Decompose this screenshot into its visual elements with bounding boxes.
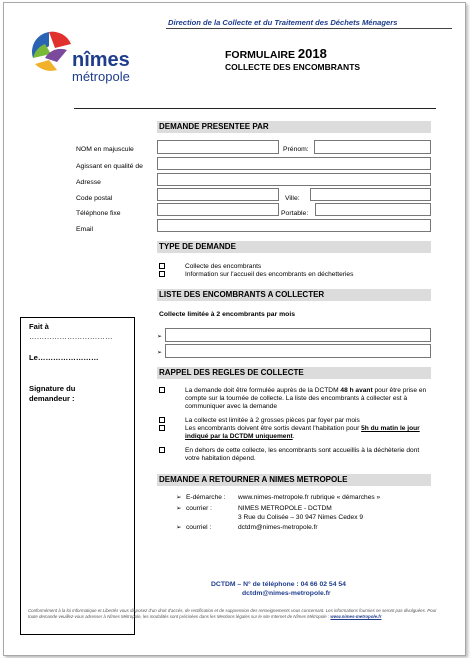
rule-text: pour être prise en compte sur la tournée de collecte. La liste des encombrants à collecter est à communiquer avec la demande bbox=[185, 387, 427, 410]
checkbox-icon bbox=[159, 387, 165, 393]
telephone-label: Téléphone fixe bbox=[76, 210, 121, 217]
portable-label: Portable: bbox=[281, 210, 309, 217]
type-option-label: Information sur l'accueil des encombrants en déchetteries bbox=[185, 271, 354, 278]
header-divider bbox=[166, 28, 452, 29]
rappel-rule-1 bbox=[159, 387, 434, 411]
section-rappel-title: RAPPEL DES REGLES DE COLLECTE bbox=[157, 367, 431, 379]
agissant-label: Agissant en qualité de bbox=[76, 163, 143, 170]
nom-label: NOM en majuscule bbox=[76, 146, 134, 153]
form-title-label: FORMULAIRE bbox=[225, 49, 295, 61]
ville-label: Ville: bbox=[285, 195, 300, 202]
contact-phone: DCTDM – N° de téléphone : 04 66 02 54 54 bbox=[211, 581, 346, 588]
bullet-arrow-icon: ➢ bbox=[157, 350, 163, 356]
encombrant-1-field[interactable] bbox=[165, 328, 431, 342]
encombrant-2-field[interactable] bbox=[165, 344, 431, 358]
liste-subtitle: Collecte limitée à 2 encombrants par mois bbox=[159, 311, 295, 318]
form-title bbox=[225, 46, 327, 61]
portable-field[interactable] bbox=[315, 203, 431, 216]
checkbox-icon bbox=[159, 447, 165, 453]
rule-text: Les encombrants doivent être sortis devant l'habitation pour bbox=[185, 425, 362, 432]
section-demande-title: DEMANDE PRESENTEE PAR bbox=[157, 121, 431, 133]
retour-bullet-icon: ➢ bbox=[176, 494, 182, 501]
checkbox-icon bbox=[159, 417, 165, 423]
contact-email[interactable]: dctdm@nimes-metropole.fr bbox=[242, 590, 331, 597]
rule-text: La collecte est limitée à 2 grosses pièces par foyer par mois bbox=[185, 417, 360, 424]
nom-field[interactable] bbox=[157, 140, 279, 154]
department-title: Direction de la Collecte et du Traitement des Déchets Ménagers bbox=[168, 18, 398, 27]
checkbox-icon[interactable] bbox=[159, 263, 165, 269]
courrier-label: courrier : bbox=[186, 505, 213, 512]
type-option-label: Collecte des encombrants bbox=[185, 263, 262, 270]
retour-bullet-icon: ➢ bbox=[176, 505, 182, 512]
email-label: Email bbox=[76, 226, 93, 233]
fait-dots[interactable]: …………………………… bbox=[29, 332, 113, 341]
retour-bullet-icon: ➢ bbox=[176, 524, 182, 531]
date-label[interactable]: Le…………………… bbox=[29, 353, 99, 362]
code-postal-field[interactable] bbox=[157, 188, 279, 201]
signature-box bbox=[20, 317, 135, 635]
rappel-rule-3 bbox=[159, 425, 434, 441]
email-field[interactable] bbox=[157, 219, 431, 232]
prenom-field[interactable] bbox=[314, 140, 431, 154]
section-type-title: TYPE DE DEMANDE bbox=[157, 241, 431, 253]
checkbox-icon bbox=[159, 425, 165, 431]
edemarche-value[interactable]: www.nimes-metropole.fr rubrique « démarches » bbox=[238, 494, 381, 501]
courriel-value[interactable]: dctdm@nimes-metropole.fr bbox=[238, 524, 318, 531]
fait-label: Fait à bbox=[29, 322, 49, 331]
telephone-field[interactable] bbox=[157, 203, 279, 216]
section-retour-title: DEMANDE A RETOURNER A NIMES METROPOLE bbox=[157, 474, 431, 486]
adresse-field[interactable] bbox=[157, 173, 431, 186]
code-postal-label: Code postal bbox=[76, 195, 113, 202]
logo-text-nimes: nîmes bbox=[72, 49, 130, 71]
rule-text: . bbox=[292, 433, 295, 440]
rule-emphasis: 48 h avant bbox=[340, 387, 373, 394]
agissant-field[interactable] bbox=[157, 157, 431, 170]
privacy-footnote bbox=[28, 608, 438, 620]
ville-field[interactable] bbox=[310, 188, 431, 201]
courrier-line-1: NIMES METROPOLE - DCTDM bbox=[238, 505, 332, 512]
signature-label-1: Signature du bbox=[29, 384, 76, 393]
adresse-label: Adresse bbox=[76, 179, 101, 186]
signature-label-2: demandeur : bbox=[29, 394, 75, 403]
section-divider bbox=[74, 108, 436, 109]
rule-emphasis: 5h du matin le jour indiqué par la DCTDM uniquement bbox=[185, 425, 420, 440]
rule-text: En dehors de cette collecte, les encombrants sont accueillis à la déchèterie dont votre habitation dépend. bbox=[185, 447, 420, 462]
form-subtitle: COLLECTE DES ENCOMBRANTS bbox=[225, 62, 361, 72]
rule-text: La demande doit être formulée auprès de la DCTDM bbox=[185, 387, 341, 394]
rappel-rule-4 bbox=[159, 447, 434, 463]
checkbox-icon[interactable] bbox=[159, 271, 165, 277]
rappel-rule-2 bbox=[159, 417, 434, 425]
prenom-label: Prénom: bbox=[283, 146, 309, 153]
bullet-arrow-icon: ➢ bbox=[157, 334, 163, 340]
edemarche-label: E-démarche : bbox=[186, 494, 226, 501]
footnote-text: Conformément à la loi Informatique et Libertés vous disposez d'un droit d'accès, de rectification et de suppression des renseignements vous concernant. Les informations fournies ne seront pas divulguées. Pour toute demande veuillez-vous adresser à Nîmes Métropole, les modalités sont précisées dans les Mentions légales sur le site Internet de Nîmes Métropole : bbox=[28, 608, 437, 619]
courrier-line-2: 3 Rue du Colisée – 30 947 Nimes Cedex 9 bbox=[238, 514, 363, 521]
section-liste-title: LISTE DES ENCOMBRANTS A COLLECTER bbox=[157, 289, 431, 301]
nimes-metropole-logo-icon bbox=[27, 24, 77, 74]
logo-text-metropole: métropole bbox=[72, 69, 130, 84]
courriel-label: courriel : bbox=[186, 524, 212, 531]
footnote-link[interactable]: www.nimes-metropole.fr bbox=[330, 614, 382, 619]
form-year: 2018 bbox=[297, 46, 327, 61]
